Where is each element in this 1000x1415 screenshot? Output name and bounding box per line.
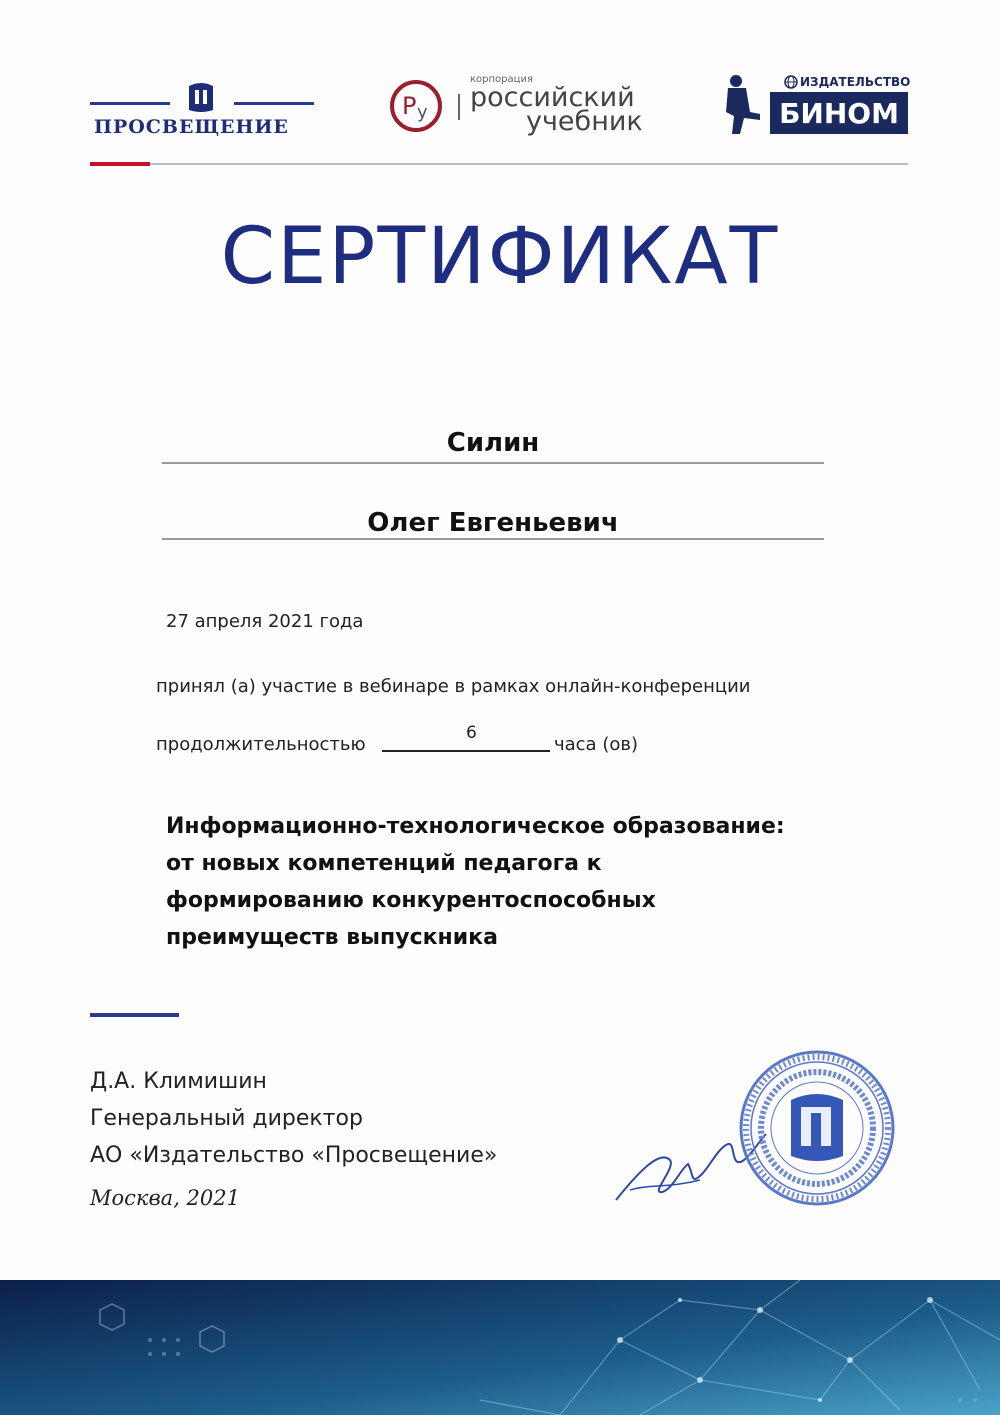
svg-text:Р: Р xyxy=(402,92,417,120)
ru-wordmark-line1: российский xyxy=(470,82,635,113)
event-date: 27 апреля 2021 года xyxy=(166,611,364,632)
signatory-company: АО «Издательство «Просвещение» xyxy=(90,1143,498,1168)
ru-divider xyxy=(458,94,460,120)
prosveshchenie-wordmark: ПРОСВЕЩЕНИЕ xyxy=(94,116,289,138)
logo-line-left xyxy=(90,102,170,105)
hours-underline xyxy=(382,750,550,752)
binom-logo xyxy=(718,72,910,138)
ru-emblem-icon xyxy=(388,78,444,134)
svg-text:у: у xyxy=(417,102,428,123)
duration-prefix: продолжительностью xyxy=(156,734,366,755)
binom-wordmark: БИНОМ xyxy=(770,92,908,134)
certificate-title: СЕРТИФИКАТ xyxy=(220,212,780,302)
place-and-year: Москва, 2021 xyxy=(90,1186,240,1210)
rossiyskiy-uchebnik-logo xyxy=(388,72,658,136)
ru-wordmark-line2: учебник xyxy=(526,106,643,137)
seated-figure-icon xyxy=(718,74,764,136)
participation-statement: принял (а) участие в вебинаре в рамках онлайн-конференции xyxy=(156,676,751,697)
signatory-name: Д.А. Климишин xyxy=(90,1069,267,1094)
signatory-position: Генеральный директор xyxy=(90,1106,363,1131)
prosveshchenie-emblem-icon xyxy=(187,80,215,114)
duration-hours: 6 xyxy=(466,723,477,743)
prosveshchenie-logo xyxy=(90,72,315,142)
header-rule xyxy=(90,162,908,166)
duration-suffix: часа (ов) xyxy=(554,734,638,755)
recipient-surname: Силин xyxy=(446,428,540,458)
globe-icon xyxy=(784,75,798,89)
topic-line: преимуществ выпускника xyxy=(166,925,498,950)
accent-dash xyxy=(90,1013,179,1017)
binom-publisher-label: ИЗДАТЕЛЬСТВО xyxy=(800,75,911,89)
surname-underline xyxy=(162,462,824,464)
ru-corporation-label: корпорация xyxy=(470,74,533,85)
topic-line: от новых компетенций педагога к xyxy=(166,851,602,876)
company-seal-stamp xyxy=(737,1048,897,1208)
topic-line: Информационно-технологическое образование: xyxy=(166,814,785,839)
recipient-given-names: Олег Евгеньевич xyxy=(367,508,619,538)
logo-line-right xyxy=(234,102,314,105)
given-names-underline xyxy=(162,538,824,540)
topic-line: формированию конкурентоспособных xyxy=(166,888,656,913)
webinar-topic xyxy=(166,808,846,956)
footer-network-banner xyxy=(0,1280,1000,1415)
